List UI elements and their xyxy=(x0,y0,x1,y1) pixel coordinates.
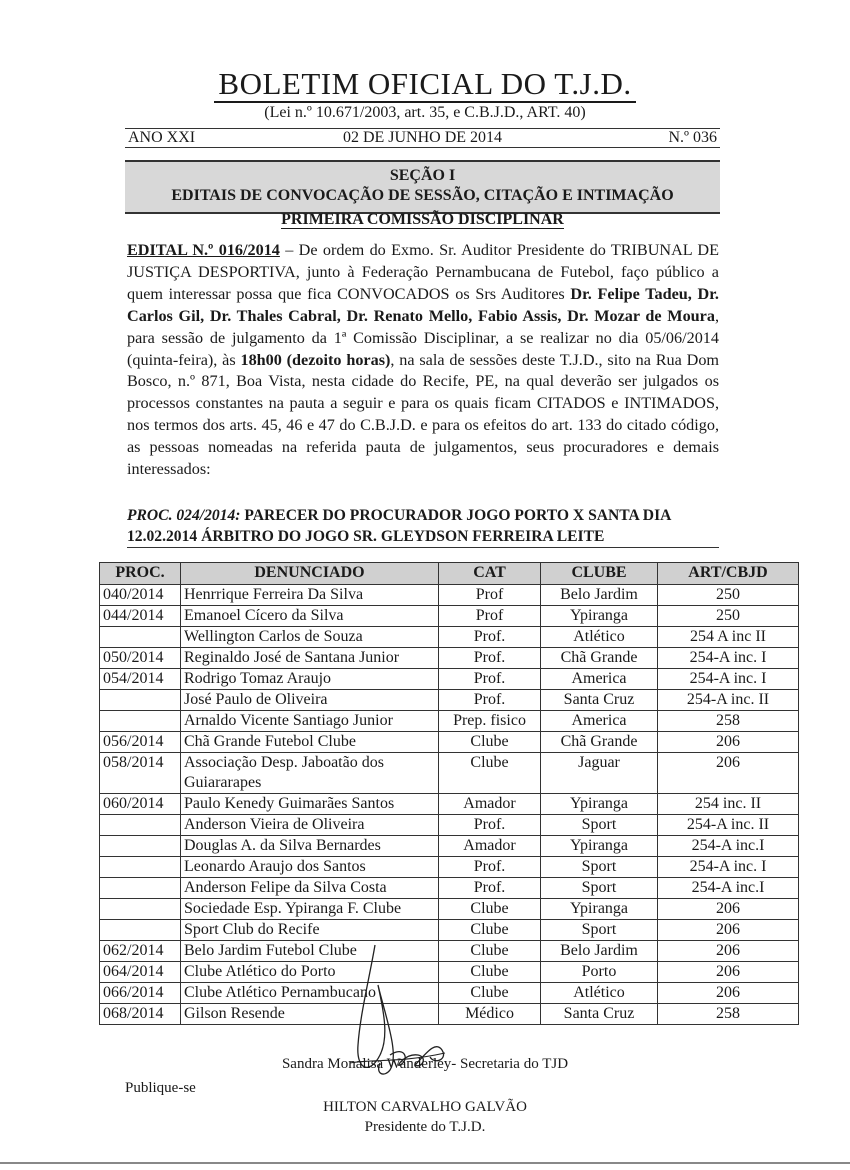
cell-clube: Sport xyxy=(541,878,658,899)
document-title xyxy=(0,66,850,102)
cell-cat: Médico xyxy=(439,1004,541,1025)
cell-cat: Prof xyxy=(439,585,541,606)
cell-art: 206 xyxy=(658,962,799,983)
edital-text-1: – De ordem do Exmo. Sr. Auditor Presidente do TRIBUNAL DE JUSTIÇA DESPORTIVA, junto à Federação Pernambucana de Futebol, faço público a quem interessar possa que fica CONVOCADOS os Srs Auditores xyxy=(127,241,719,303)
cell-proc: 044/2014 xyxy=(100,606,181,627)
issue-meta-line xyxy=(125,128,720,148)
cell-denunciado: Chã Grande Futebol Clube xyxy=(181,732,439,753)
cell-denunciado: Clube Atlético do Porto xyxy=(181,962,439,983)
col-header-proc: PROC. xyxy=(100,563,181,585)
cell-denunciado: Belo Jardim Futebol Clube xyxy=(181,941,439,962)
edital-paragraph xyxy=(127,240,719,481)
cell-denunciado: Leonardo Araujo dos Santos xyxy=(181,857,439,878)
cell-proc xyxy=(100,627,181,648)
cell-clube: Atlético xyxy=(541,983,658,1004)
commission-text: PRIMEIRA COMISSÃO DISCIPLINAR xyxy=(281,211,564,228)
edital-auditors: Dr. Felipe Tadeu, Dr. Carlos Gil, Dr. Thales Cabral, Dr. Renato Mello, Fabio Assis, Dr. Mozar de Moura xyxy=(127,284,719,325)
cell-art: 206 xyxy=(658,732,799,753)
president-title: Presidente do T.J.D. xyxy=(364,1119,486,1135)
cell-denunciado: Sociedade Esp. Ypiranga F. Clube xyxy=(181,899,439,920)
cell-cat: Amador xyxy=(439,836,541,857)
col-header-clube: CLUBE xyxy=(541,563,658,585)
cell-art: 206 xyxy=(658,941,799,962)
cell-proc xyxy=(100,920,181,941)
table-row xyxy=(100,878,799,899)
table-row xyxy=(100,836,799,857)
cell-cat: Clube xyxy=(439,983,541,1004)
cell-art: 206 xyxy=(658,920,799,941)
proc-heading-label: PROC. 024/2014: xyxy=(127,507,241,524)
table-row xyxy=(100,815,799,836)
cell-clube: Ypiranga xyxy=(541,794,658,815)
cell-proc xyxy=(100,815,181,836)
cell-clube: Santa Cruz xyxy=(541,1004,658,1025)
table-row xyxy=(100,732,799,753)
cell-proc xyxy=(100,857,181,878)
edital-label: EDITAL N.º 016/2014 xyxy=(127,241,280,259)
col-header-denunciado: DENUNCIADO xyxy=(181,563,439,585)
cell-art: 250 xyxy=(658,585,799,606)
cell-cat: Prof. xyxy=(439,690,541,711)
edital-text-3: , na sala de sessões deste T.J.D., sito na Rua Dom Bosco, n.º 871, Boa Vista, nesta cidade do Recife, PE, na qual deverão ser julgados os processos constantes na pauta a seguir e para os quais ficam CITADOS e INTIMADOS, nos termos dos arts. 45, 46 e 47 do C.B.J.D. e para os efeitos do art. 133 do citado código, as pessoas nomeadas na referida pauta de julgamentos, seus procuradores e demais interessados: xyxy=(127,350,720,479)
cell-proc: 062/2014 xyxy=(100,941,181,962)
cell-denunciado: Gilson Resende xyxy=(181,1004,439,1025)
cell-art: 254-A inc.I xyxy=(658,836,799,857)
cell-proc xyxy=(100,711,181,732)
cell-art: 206 xyxy=(658,983,799,1004)
cell-denunciado: José Paulo de Oliveira xyxy=(181,690,439,711)
title-text: BOLETIM OFICIAL DO T.J.D. xyxy=(214,66,635,103)
cell-clube: Ypiranga xyxy=(541,836,658,857)
issue-year: ANO XXI xyxy=(128,129,196,146)
section-label: SEÇÃO I xyxy=(389,167,456,184)
cell-denunciado: Paulo Kenedy Guimarães Santos xyxy=(181,794,439,815)
page-bottom-rule xyxy=(0,1162,850,1164)
cell-cat: Clube xyxy=(439,753,541,794)
table-row xyxy=(100,690,799,711)
cell-proc: 060/2014 xyxy=(100,794,181,815)
table-row xyxy=(100,606,799,627)
cell-clube: Belo Jardim xyxy=(541,585,658,606)
issue-number: N.º 036 xyxy=(668,129,717,146)
cell-art: 250 xyxy=(658,606,799,627)
cell-clube: America xyxy=(541,669,658,690)
cell-denunciado: Associação Desp. Jaboatão dos Guiararapes xyxy=(181,753,439,794)
cell-cat: Clube xyxy=(439,732,541,753)
cell-proc: 040/2014 xyxy=(100,585,181,606)
cell-denunciado: Wellington Carlos de Souza xyxy=(181,627,439,648)
cell-cat: Prof. xyxy=(439,878,541,899)
cell-denunciado: Anderson Felipe da Silva Costa xyxy=(181,878,439,899)
cell-clube: Sport xyxy=(541,815,658,836)
cell-clube: Jaguar xyxy=(541,753,658,794)
cell-art: 254-A inc. I xyxy=(658,857,799,878)
table-row xyxy=(100,753,799,794)
cell-cat: Prof. xyxy=(439,857,541,878)
issue-date: 02 DE JUNHO DE 2014 xyxy=(342,129,503,146)
cell-proc xyxy=(100,878,181,899)
cell-clube: Porto xyxy=(541,962,658,983)
table-row xyxy=(100,669,799,690)
cell-clube: Sport xyxy=(541,920,658,941)
cell-clube: Atlético xyxy=(541,627,658,648)
table-row xyxy=(100,857,799,878)
col-header-cat: CAT xyxy=(439,563,541,585)
cell-art: 254-A inc. II xyxy=(658,815,799,836)
cell-proc: 050/2014 xyxy=(100,648,181,669)
cell-art: 254-A inc. I xyxy=(658,669,799,690)
cell-proc: 064/2014 xyxy=(100,962,181,983)
cell-proc: 068/2014 xyxy=(100,1004,181,1025)
edital-time: 18h00 (dezoito horas) xyxy=(240,350,391,369)
cell-clube: Sport xyxy=(541,857,658,878)
cell-cat: Clube xyxy=(439,941,541,962)
cell-proc: 056/2014 xyxy=(100,732,181,753)
cell-denunciado: Douglas A. da Silva Bernardes xyxy=(181,836,439,857)
cell-cat: Prof. xyxy=(439,627,541,648)
table-row xyxy=(100,899,799,920)
cell-art: 206 xyxy=(658,899,799,920)
cell-cat: Prof. xyxy=(439,648,541,669)
cell-cat: Amador xyxy=(439,794,541,815)
pauta-header-row xyxy=(100,563,799,585)
cell-proc: 066/2014 xyxy=(100,983,181,1004)
cell-cat: Prof xyxy=(439,606,541,627)
cell-denunciado: Rodrigo Tomaz Araujo xyxy=(181,669,439,690)
proc-heading xyxy=(127,505,719,548)
cell-art: 206 xyxy=(658,753,799,794)
cell-denunciado: Clube Atlético Pernambucano xyxy=(181,983,439,1004)
section-banner xyxy=(125,160,720,214)
secretaria-line: Sandra Monalisa Wanderley- Secretaria do TJD xyxy=(281,1056,569,1072)
cell-proc xyxy=(100,690,181,711)
table-row xyxy=(100,648,799,669)
table-row xyxy=(100,627,799,648)
cell-clube: Ypiranga xyxy=(541,899,658,920)
proc-heading-text: PARECER DO PROCURADOR JOGO PORTO X SANTA DIA 12.02.2014 ÁRBITRO DO JOGO SR. GLEYDSON FERREIRA LEITE xyxy=(127,507,671,545)
cell-denunciado: Anderson Vieira de Oliveira xyxy=(181,815,439,836)
table-row xyxy=(100,585,799,606)
commission-heading xyxy=(125,211,720,229)
cell-clube: Ypiranga xyxy=(541,606,658,627)
table-row xyxy=(100,711,799,732)
document-subtitle: (Lei n.º 10.671/2003, art. 35, e C.B.J.D., ART. 40) xyxy=(264,104,586,121)
cell-cat: Clube xyxy=(439,899,541,920)
cell-art: 258 xyxy=(658,711,799,732)
cell-proc xyxy=(100,836,181,857)
cell-cat: Clube xyxy=(439,920,541,941)
cell-proc: 058/2014 xyxy=(100,753,181,794)
cell-art: 254-A inc.I xyxy=(658,878,799,899)
cell-art: 258 xyxy=(658,1004,799,1025)
cell-clube: Chã Grande xyxy=(541,732,658,753)
cell-denunciado: Arnaldo Vicente Santiago Junior xyxy=(181,711,439,732)
cell-art: 254 A inc II xyxy=(658,627,799,648)
president-name: HILTON CARVALHO GALVÃO xyxy=(323,1099,527,1115)
cell-art: 254-A inc. I xyxy=(658,648,799,669)
col-header-art: ART/CBJD xyxy=(658,563,799,585)
cell-cat: Clube xyxy=(439,962,541,983)
publique-se: Publique-se xyxy=(125,1080,196,1096)
cell-clube: Chã Grande xyxy=(541,648,658,669)
cell-denunciado: Reginaldo José de Santana Junior xyxy=(181,648,439,669)
cell-clube: America xyxy=(541,711,658,732)
cell-cat: Prof. xyxy=(439,815,541,836)
cell-clube: Santa Cruz xyxy=(541,690,658,711)
cell-clube: Belo Jardim xyxy=(541,941,658,962)
cell-art: 254-A inc. II xyxy=(658,690,799,711)
cell-cat: Prof. xyxy=(439,669,541,690)
cell-denunciado: Henrrique Ferreira Da Silva xyxy=(181,585,439,606)
cell-art: 254 inc. II xyxy=(658,794,799,815)
edital-text-2: , para sessão de julgamento da 1ª Comissão Disciplinar, a se realizar no dia 05/06/2014 (quinta-feira), às xyxy=(127,306,719,369)
cell-denunciado: Emanoel Cícero da Silva xyxy=(181,606,439,627)
table-row xyxy=(100,794,799,815)
cell-cat: Prep. fisico xyxy=(439,711,541,732)
cell-proc xyxy=(100,899,181,920)
cell-proc: 054/2014 xyxy=(100,669,181,690)
section-heading: EDITAIS DE CONVOCAÇÃO DE SESSÃO, CITAÇÃO E INTIMAÇÃO xyxy=(171,187,674,204)
cell-denunciado: Sport Club do Recife xyxy=(181,920,439,941)
